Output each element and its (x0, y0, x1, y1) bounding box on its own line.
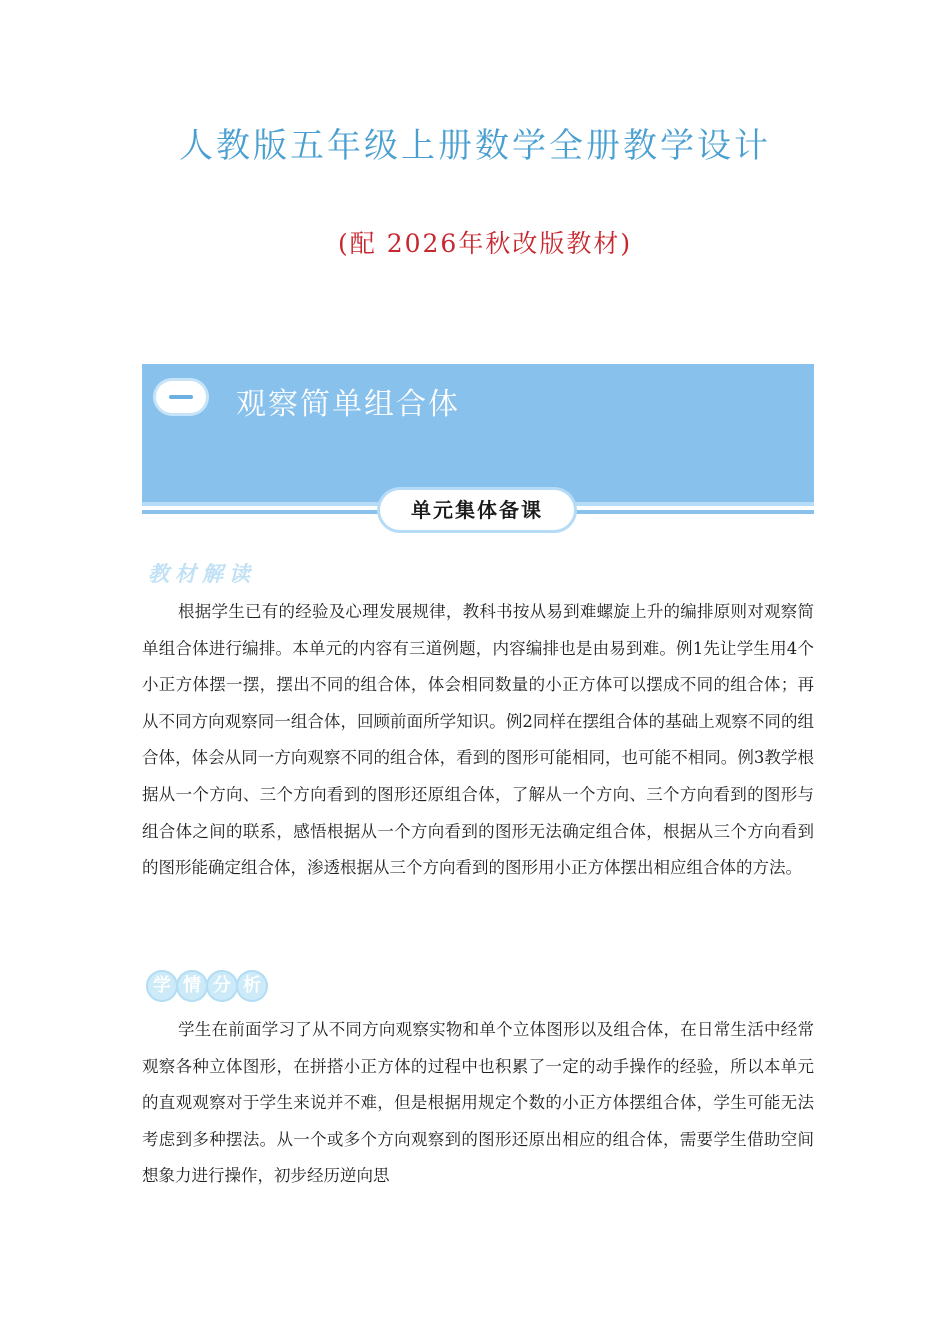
section-heading-textbook-reading: 教材解读 (148, 562, 256, 586)
unit-number-badge (156, 381, 206, 413)
heading-char: 析 (236, 970, 268, 1002)
unit-number-one (169, 395, 193, 399)
heading-char: 情 (176, 970, 208, 1002)
heading-char: 分 (206, 970, 238, 1002)
heading-char: 学 (146, 970, 178, 1002)
section-paragraph-student-analysis: 学生在前面学习了从不同方向观察实物和单个立体图形以及组合体，在日常生活中经常观察各种立体图形，在拼搭小正方体的过程中也积累了一定的动手操作的经验，所以本单元的直观观察对于学生来说并不难，但是根据用规定个数的小正方体摆组合体，学生可能无法考虑到多种摆法。从一个或多个方向观察到的图形还原出相应的组合体，需要学生借助空间想象力进行操作，初步经历逆向思 (142, 1020, 814, 1186)
unit-title: 观察简单组合体 (236, 387, 460, 422)
section-heading-student-analysis (146, 970, 266, 1002)
document-subtitle: (配 2026年秋改版教材) (338, 229, 633, 258)
document-title: 人教版五年级上册数学全册教学设计 (179, 126, 771, 166)
unit-tab-label: 单元集体备课 (380, 490, 574, 530)
section-paragraph-textbook-reading: 根据学生已有的经验及心理发展规律，教科书按从易到难螺旋上升的编排原则对观察简单组合体进行编排。本单元的内容有三道例题，内容编排也是由易到难。例1先让学生用4个小正方体摆一摆，摆出不同的组合体，体会相同数量的小正方体可以摆成不同的组合体；再从不同方向观察同一组合体，回顾前面所学知识。例2同样在摆组合体的基础上观察不同的组合体，体会从同一方向观察不同的组合体，看到的图形可能相同，也可能不相同。例3教学根据从一个方向、三个方向看到的图形还原组合体，了解从一个方向、三个方向看到的图形与组合体之间的联系，感悟根据从一个方向看到的图形无法确定组合体，根据从三个方向看到的图形能确定组合体，渗透根据从三个方向看到的图形用小正方体摆出相应组合体的方法。 (142, 602, 814, 878)
